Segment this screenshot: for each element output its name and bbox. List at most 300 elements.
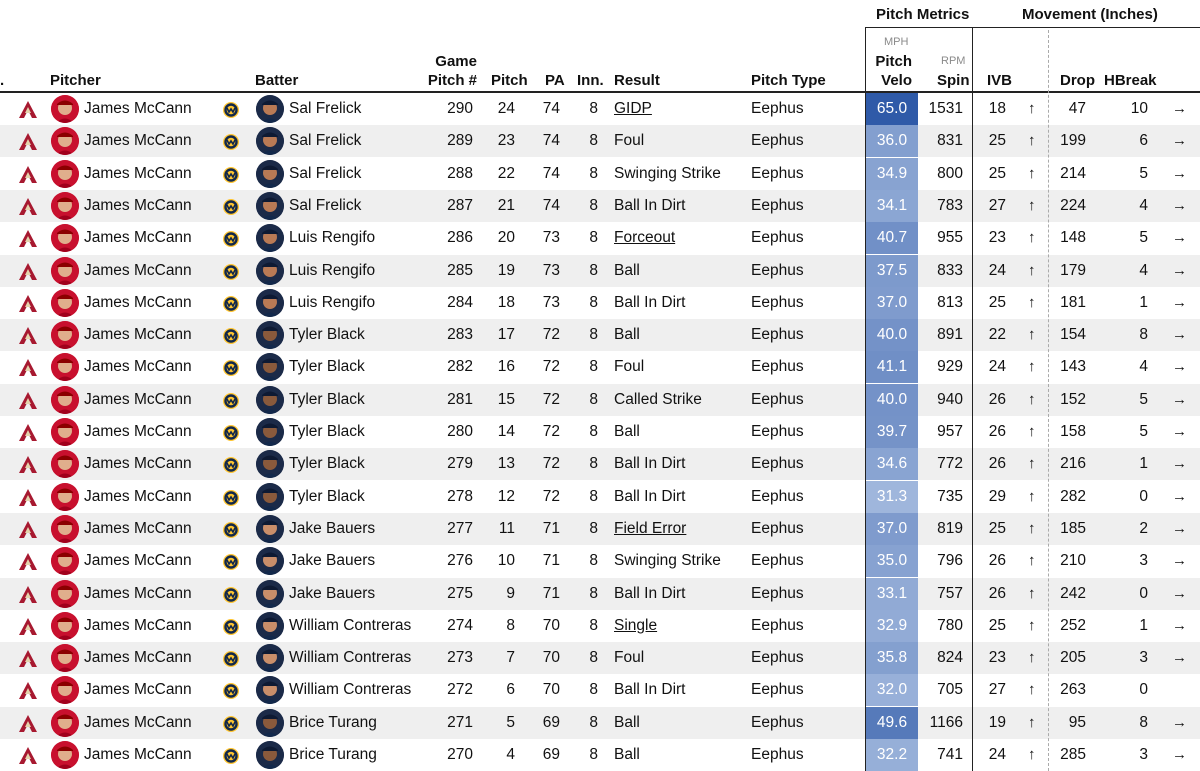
diamondbacks-logo-icon <box>19 586 37 603</box>
inning: 8 <box>589 196 598 214</box>
pitch-number: 19 <box>497 261 515 279</box>
pitch-result[interactable]: Single <box>614 616 658 634</box>
batter-name[interactable]: Sal Frelick <box>289 132 362 150</box>
pitch-result: Swinging Strike <box>614 164 721 182</box>
drop-value: 95 <box>1068 713 1086 731</box>
pitcher-avatar <box>51 192 79 220</box>
table-row[interactable] <box>0 642 1200 674</box>
pitch-velo: 35.0 <box>866 545 918 577</box>
pitch-number: 21 <box>497 196 515 214</box>
pitch-velo: 34.9 <box>866 158 918 190</box>
pitcher-avatar <box>51 257 79 285</box>
batter-name[interactable]: Luis Rengifo <box>289 293 376 311</box>
pitcher-avatar <box>51 127 79 155</box>
arrow-up-icon: ↑ <box>1028 358 1036 376</box>
inning: 8 <box>589 423 598 440</box>
arrow-up-icon: ↑ <box>1028 519 1036 537</box>
spin-rate: 796 <box>937 552 963 570</box>
hbreak-value: 0 <box>1139 584 1148 602</box>
drop-value: 179 <box>1060 261 1086 279</box>
batter-name[interactable]: Jake Bauers <box>289 552 376 570</box>
batter-name[interactable]: Luis Rengifo <box>289 261 376 279</box>
pitcher-avatar <box>51 580 79 608</box>
inning: 8 <box>589 455 598 473</box>
pitcher-avatar <box>51 676 79 704</box>
spin-rate: 929 <box>937 358 963 376</box>
brewers-logo-icon <box>222 650 240 667</box>
arrow-right-icon: → <box>1172 293 1187 311</box>
pitcher-name[interactable]: James McCann <box>84 713 192 731</box>
pitch-result: Ball In Dirt <box>614 487 686 505</box>
pitch-result: Ball <box>614 746 640 763</box>
arrow-right-icon: → <box>1172 132 1187 150</box>
table-row[interactable] <box>0 255 1200 287</box>
pitcher-name[interactable]: James McCann <box>84 519 192 537</box>
drop-value: 181 <box>1060 293 1086 311</box>
batter-avatar <box>256 289 284 317</box>
inning: 8 <box>589 229 598 247</box>
batter-name[interactable]: Tyler Black <box>289 358 365 376</box>
pitch-type: Eephus <box>751 196 804 214</box>
pitch-velo: 32.0 <box>866 674 918 706</box>
table-row[interactable] <box>0 384 1200 416</box>
pitch-type: Eephus <box>751 746 804 763</box>
drop-value: 205 <box>1060 649 1086 667</box>
arrow-up-icon: ↑ <box>1028 552 1036 570</box>
inning: 8 <box>589 487 598 505</box>
pitcher-name[interactable]: James McCann <box>84 229 192 247</box>
pitch-result[interactable]: Field Error <box>614 519 687 537</box>
pitch-number: 10 <box>497 552 515 570</box>
pitcher-avatar <box>51 741 79 769</box>
drop-value: 154 <box>1060 326 1086 344</box>
pitch-velo: 32.2 <box>866 739 918 771</box>
pitcher-name[interactable]: James McCann <box>84 390 192 408</box>
pitch-type: Eephus <box>751 584 804 602</box>
pitcher-name[interactable]: James McCann <box>84 681 192 699</box>
brewers-logo-icon <box>222 682 240 699</box>
batter-avatar <box>256 127 284 155</box>
diamondbacks-logo-icon <box>19 424 37 441</box>
drop-value: 224 <box>1060 196 1086 214</box>
inning: 8 <box>589 293 598 311</box>
batter-name[interactable]: Sal Frelick <box>289 196 362 214</box>
batter-avatar <box>256 515 284 543</box>
brewers-logo-icon <box>222 715 240 732</box>
game-pitch-number: 278 <box>447 487 473 505</box>
batter-name[interactable]: William Contreras <box>289 616 412 634</box>
arrow-up-icon: ↑ <box>1028 390 1036 408</box>
game-pitch-number: 279 <box>447 455 473 473</box>
pitch-result[interactable]: GIDP <box>614 100 652 117</box>
ivb-value: 27 <box>988 196 1006 214</box>
pitch-number: 12 <box>497 487 515 505</box>
arrow-right-icon: → <box>1172 229 1187 247</box>
batter-avatar <box>256 418 284 446</box>
pitch-result: Ball In Dirt <box>614 196 686 214</box>
pitch-number: 13 <box>497 455 515 473</box>
drop-value: 285 <box>1060 746 1086 763</box>
column-header-drop[interactable]: Drop <box>1060 72 1095 89</box>
column-header-game-line1[interactable]: Game <box>435 53 477 70</box>
ivb-value: 29 <box>988 487 1006 505</box>
drop-value: 47 <box>1068 100 1086 117</box>
diamondbacks-logo-icon <box>19 553 37 570</box>
arrow-up-icon: ↑ <box>1028 423 1036 440</box>
pitch-velo: 32.9 <box>866 610 918 642</box>
pitch-number: 23 <box>497 132 515 150</box>
column-header-pitcher[interactable]: Pitcher <box>50 72 101 89</box>
diamondbacks-logo-icon <box>19 327 37 344</box>
diamondbacks-logo-icon <box>19 392 37 409</box>
arrow-up-icon: ↑ <box>1028 326 1036 344</box>
arrow-up-icon: ↑ <box>1028 487 1036 505</box>
batter-name[interactable]: Sal Frelick <box>289 100 362 117</box>
game-pitch-number: 270 <box>447 746 473 763</box>
arrow-right-icon: → <box>1172 100 1187 117</box>
pitch-result: Ball <box>614 261 640 279</box>
column-header-spin[interactable]: Spin <box>937 72 970 89</box>
arrow-right-icon: → <box>1172 455 1187 473</box>
pitcher-name[interactable]: James McCann <box>84 326 192 344</box>
hbreak-value: 4 <box>1139 261 1148 279</box>
table-row[interactable] <box>0 513 1200 545</box>
pitcher-name[interactable]: James McCann <box>84 616 192 634</box>
game-pitch-number: 289 <box>447 132 473 150</box>
pitcher-name[interactable]: James McCann <box>84 487 192 505</box>
batter-name[interactable]: Jake Bauers <box>289 519 376 537</box>
arrow-right-icon: → <box>1172 519 1187 537</box>
game-pitch-number: 282 <box>447 358 473 376</box>
pitch-result: Called Strike <box>614 390 702 408</box>
pitch-type: Eephus <box>751 649 804 667</box>
column-header-pitch-type[interactable]: Pitch Type <box>751 72 826 89</box>
pa-number: 72 <box>542 358 560 376</box>
brewers-logo-icon <box>222 166 240 183</box>
hbreak-value: 5 <box>1139 390 1148 408</box>
diamondbacks-logo-icon <box>19 263 37 280</box>
spin-rate: 1531 <box>928 100 963 117</box>
pitch-velo: 31.3 <box>866 481 918 513</box>
inning: 8 <box>589 552 598 570</box>
drop-value: 148 <box>1060 229 1086 247</box>
table-row[interactable] <box>0 416 1200 448</box>
batter-avatar <box>256 321 284 349</box>
column-header-game-pitch[interactable]: Pitch # <box>427 72 477 89</box>
pitch-result: Foul <box>614 132 645 150</box>
table-row[interactable] <box>0 287 1200 319</box>
pitcher-name[interactable]: James McCann <box>84 552 192 570</box>
column-header-velo-line1[interactable]: Pitch <box>875 53 912 70</box>
hbreak-value: 8 <box>1139 326 1148 344</box>
pitch-velo: 34.1 <box>866 190 918 222</box>
arrow-up-icon: ↑ <box>1028 229 1036 247</box>
ivb-value: 27 <box>988 681 1006 699</box>
pitch-velo: 39.7 <box>866 416 918 448</box>
batter-avatar <box>256 709 284 737</box>
pitcher-name[interactable]: James McCann <box>84 455 192 473</box>
pitch-type: Eephus <box>751 616 804 634</box>
spin-rate: 955 <box>937 229 963 247</box>
pitch-result: Ball <box>614 423 640 440</box>
pitcher-name[interactable]: James McCann <box>84 423 192 440</box>
batter-avatar <box>256 386 284 414</box>
game-pitch-number: 274 <box>447 616 473 634</box>
diamondbacks-logo-icon <box>19 715 37 732</box>
pa-number: 69 <box>542 713 560 731</box>
game-pitch-number: 288 <box>447 164 473 182</box>
pa-number: 72 <box>542 423 560 440</box>
pitch-type: Eephus <box>751 358 804 376</box>
pitcher-name[interactable]: James McCann <box>84 584 192 602</box>
table-row[interactable] <box>0 481 1200 513</box>
pitch-number: 7 <box>506 649 515 667</box>
ivb-value: 23 <box>988 649 1006 667</box>
arrow-right-icon: → <box>1172 713 1187 731</box>
pitch-number: 22 <box>497 164 515 182</box>
spin-rate: 780 <box>937 616 963 634</box>
batter-name[interactable]: William Contreras <box>289 649 412 667</box>
arrow-right-icon: → <box>1172 261 1187 279</box>
pitch-type: Eephus <box>751 423 804 440</box>
hbreak-value: 1 <box>1139 455 1148 473</box>
hbreak-value: 2 <box>1139 519 1148 537</box>
brewers-logo-icon <box>222 747 240 764</box>
batter-name[interactable]: Tyler Black <box>289 423 365 440</box>
game-pitch-number: 276 <box>447 552 473 570</box>
pa-number: 70 <box>542 616 560 634</box>
velo-unit-label: MPH <box>884 36 909 48</box>
pitch-velo: 40.7 <box>866 222 918 254</box>
batter-name[interactable]: Tyler Black <box>289 455 365 473</box>
ivb-value: 22 <box>988 326 1006 344</box>
pitcher-name[interactable]: James McCann <box>84 746 192 763</box>
arrow-up-icon: ↑ <box>1028 261 1036 279</box>
arrow-up-icon: ↑ <box>1028 164 1036 182</box>
table-row[interactable] <box>0 93 1200 125</box>
pitcher-name[interactable]: James McCann <box>84 649 192 667</box>
inning: 8 <box>589 584 598 602</box>
batter-name[interactable]: Sal Frelick <box>289 164 362 182</box>
table-row[interactable] <box>0 190 1200 222</box>
spin-rate: 940 <box>937 390 963 408</box>
column-header-pitch[interactable]: Pitch <box>491 72 528 89</box>
table-row[interactable] <box>0 674 1200 706</box>
spin-rate: 957 <box>937 423 963 440</box>
ivb-value: 25 <box>988 616 1006 634</box>
batter-name[interactable]: Luis Rengifo <box>289 229 376 247</box>
diamondbacks-logo-icon <box>19 166 37 183</box>
pitch-type: Eephus <box>751 455 804 473</box>
group-header-divider <box>866 27 1200 28</box>
arrow-up-icon: ↑ <box>1028 196 1036 214</box>
pitcher-name[interactable]: James McCann <box>84 261 192 279</box>
pitcher-name[interactable]: James McCann <box>84 293 192 311</box>
column-header-ivb[interactable]: IVB <box>987 72 1013 89</box>
arrow-right-icon: → <box>1172 164 1187 182</box>
inning: 8 <box>589 358 598 376</box>
game-pitch-number: 273 <box>447 649 473 667</box>
table-row[interactable] <box>0 351 1200 383</box>
table-row[interactable] <box>0 578 1200 610</box>
diamondbacks-logo-icon <box>19 489 37 506</box>
arrow-right-icon: → <box>1172 616 1187 634</box>
pa-number: 71 <box>542 584 560 602</box>
hbreak-value: 5 <box>1139 229 1148 247</box>
ivb-value: 23 <box>988 229 1006 247</box>
diamondbacks-logo-icon <box>19 456 37 473</box>
column-header-pa[interactable]: PA <box>545 72 565 89</box>
column-header-inn[interactable]: Inn. <box>577 72 604 89</box>
spin-rate: 735 <box>937 487 963 505</box>
batter-avatar <box>256 483 284 511</box>
diamondbacks-logo-icon <box>19 359 37 376</box>
brewers-logo-icon <box>222 359 240 376</box>
hbreak-value: 1 <box>1139 293 1148 311</box>
hbreak-value: 3 <box>1139 649 1148 667</box>
column-header-hbreak[interactable]: HBreak <box>1104 72 1157 89</box>
game-pitch-number: 277 <box>447 519 473 537</box>
batter-name[interactable]: Tyler Black <box>289 326 365 344</box>
pitch-type: Eephus <box>751 713 804 731</box>
batter-name[interactable]: Tyler Black <box>289 487 365 505</box>
inning: 8 <box>589 681 598 699</box>
pitcher-avatar <box>51 483 79 511</box>
arrow-up-icon: ↑ <box>1028 713 1036 731</box>
hbreak-value: 10 <box>1130 100 1148 117</box>
pitch-metrics-left-border <box>865 27 866 771</box>
game-pitch-number: 272 <box>447 681 473 699</box>
inning: 8 <box>589 132 598 150</box>
column-header-dot: . <box>0 72 5 89</box>
spin-rate: 783 <box>937 196 963 214</box>
diamondbacks-logo-icon <box>19 682 37 699</box>
pitcher-avatar <box>51 612 79 640</box>
pitch-number: 8 <box>506 616 515 634</box>
pitch-number: 15 <box>497 390 515 408</box>
pitch-number: 6 <box>506 681 515 699</box>
brewers-logo-icon <box>222 392 240 409</box>
batter-name[interactable]: Brice Turang <box>289 713 377 731</box>
pitcher-name[interactable]: James McCann <box>84 132 192 150</box>
pitch-result[interactable]: Forceout <box>614 229 676 247</box>
batter-avatar <box>256 612 284 640</box>
arrow-right-icon: → <box>1172 390 1187 408</box>
diamondbacks-logo-icon <box>19 295 37 312</box>
column-header-result[interactable]: Result <box>614 72 660 89</box>
pitch-velo: 49.6 <box>866 707 918 739</box>
pitcher-name[interactable]: James McCann <box>84 164 192 182</box>
pitch-velo: 37.0 <box>866 513 918 545</box>
arrow-up-icon: ↑ <box>1028 455 1036 473</box>
pitch-type: Eephus <box>751 487 804 505</box>
ivb-value: 26 <box>988 455 1006 473</box>
ivb-value: 25 <box>988 519 1006 537</box>
game-pitch-number: 275 <box>447 584 473 602</box>
pitcher-name[interactable]: James McCann <box>84 196 192 214</box>
drop-value: 185 <box>1060 519 1086 537</box>
brewers-logo-icon <box>222 456 240 473</box>
batter-avatar <box>256 644 284 672</box>
pitch-type: Eephus <box>751 390 804 408</box>
inning: 8 <box>589 326 598 344</box>
brewers-logo-icon <box>222 295 240 312</box>
inning: 8 <box>589 713 598 731</box>
batter-name[interactable]: William Contreras <box>289 681 412 699</box>
table-row[interactable] <box>0 610 1200 642</box>
table-row[interactable] <box>0 545 1200 577</box>
column-header-batter[interactable]: Batter <box>255 72 299 89</box>
pitch-velo: 33.1 <box>866 578 918 610</box>
pitch-result: Foul <box>614 649 645 667</box>
batter-avatar <box>256 95 284 123</box>
drop-value: 216 <box>1060 455 1086 473</box>
pitcher-avatar <box>51 289 79 317</box>
pa-number: 72 <box>542 326 560 344</box>
spin-rate: 891 <box>937 326 963 344</box>
ivb-value: 24 <box>988 358 1006 376</box>
brewers-logo-icon <box>222 133 240 150</box>
table-row[interactable] <box>0 125 1200 157</box>
ivb-value: 24 <box>988 261 1006 279</box>
pitch-velo: 40.0 <box>866 319 918 351</box>
pitch-type: Eephus <box>751 132 804 150</box>
pitch-result: Ball <box>614 713 640 731</box>
game-pitch-number: 283 <box>447 326 473 344</box>
arrow-right-icon: → <box>1172 649 1187 667</box>
hbreak-value: 6 <box>1139 132 1148 150</box>
arrow-up-icon: ↑ <box>1028 746 1036 763</box>
pitch-result: Ball In Dirt <box>614 681 686 699</box>
pa-number: 71 <box>542 519 560 537</box>
spin-rate: 705 <box>937 681 963 699</box>
pitcher-name[interactable]: James McCann <box>84 100 192 117</box>
game-pitch-number: 285 <box>447 261 473 279</box>
pitch-number: 11 <box>498 519 515 537</box>
pitch-number: 20 <box>497 229 515 247</box>
inning: 8 <box>589 746 598 763</box>
pitch-type: Eephus <box>751 229 804 247</box>
movement-left-border <box>972 27 973 771</box>
batter-name[interactable]: Tyler Black <box>289 390 365 408</box>
pitcher-avatar <box>51 418 79 446</box>
batter-avatar <box>256 224 284 252</box>
brewers-logo-icon <box>222 230 240 247</box>
pitcher-avatar <box>51 644 79 672</box>
table-row[interactable] <box>0 158 1200 190</box>
hbreak-value: 5 <box>1139 164 1148 182</box>
table-row[interactable] <box>0 739 1200 771</box>
hbreak-value: 5 <box>1139 423 1148 440</box>
batter-name[interactable]: Jake Bauers <box>289 584 376 602</box>
drop-value: 263 <box>1060 681 1086 699</box>
table-row[interactable] <box>0 319 1200 351</box>
ivb-value: 25 <box>988 132 1006 150</box>
batter-name[interactable]: Brice Turang <box>289 746 377 763</box>
batter-avatar <box>256 676 284 704</box>
pitch-number: 24 <box>497 100 515 117</box>
pa-number: 72 <box>542 487 560 505</box>
table-row[interactable] <box>0 222 1200 254</box>
spin-unit-label: RPM <box>941 55 966 67</box>
column-header-velo[interactable]: Velo <box>881 72 912 89</box>
table-row[interactable] <box>0 707 1200 739</box>
hbreak-value: 8 <box>1139 713 1148 731</box>
pitcher-name[interactable]: James McCann <box>84 358 192 376</box>
pitch-type: Eephus <box>751 164 804 182</box>
table-row[interactable] <box>0 448 1200 480</box>
ivb-value: 26 <box>988 552 1006 570</box>
